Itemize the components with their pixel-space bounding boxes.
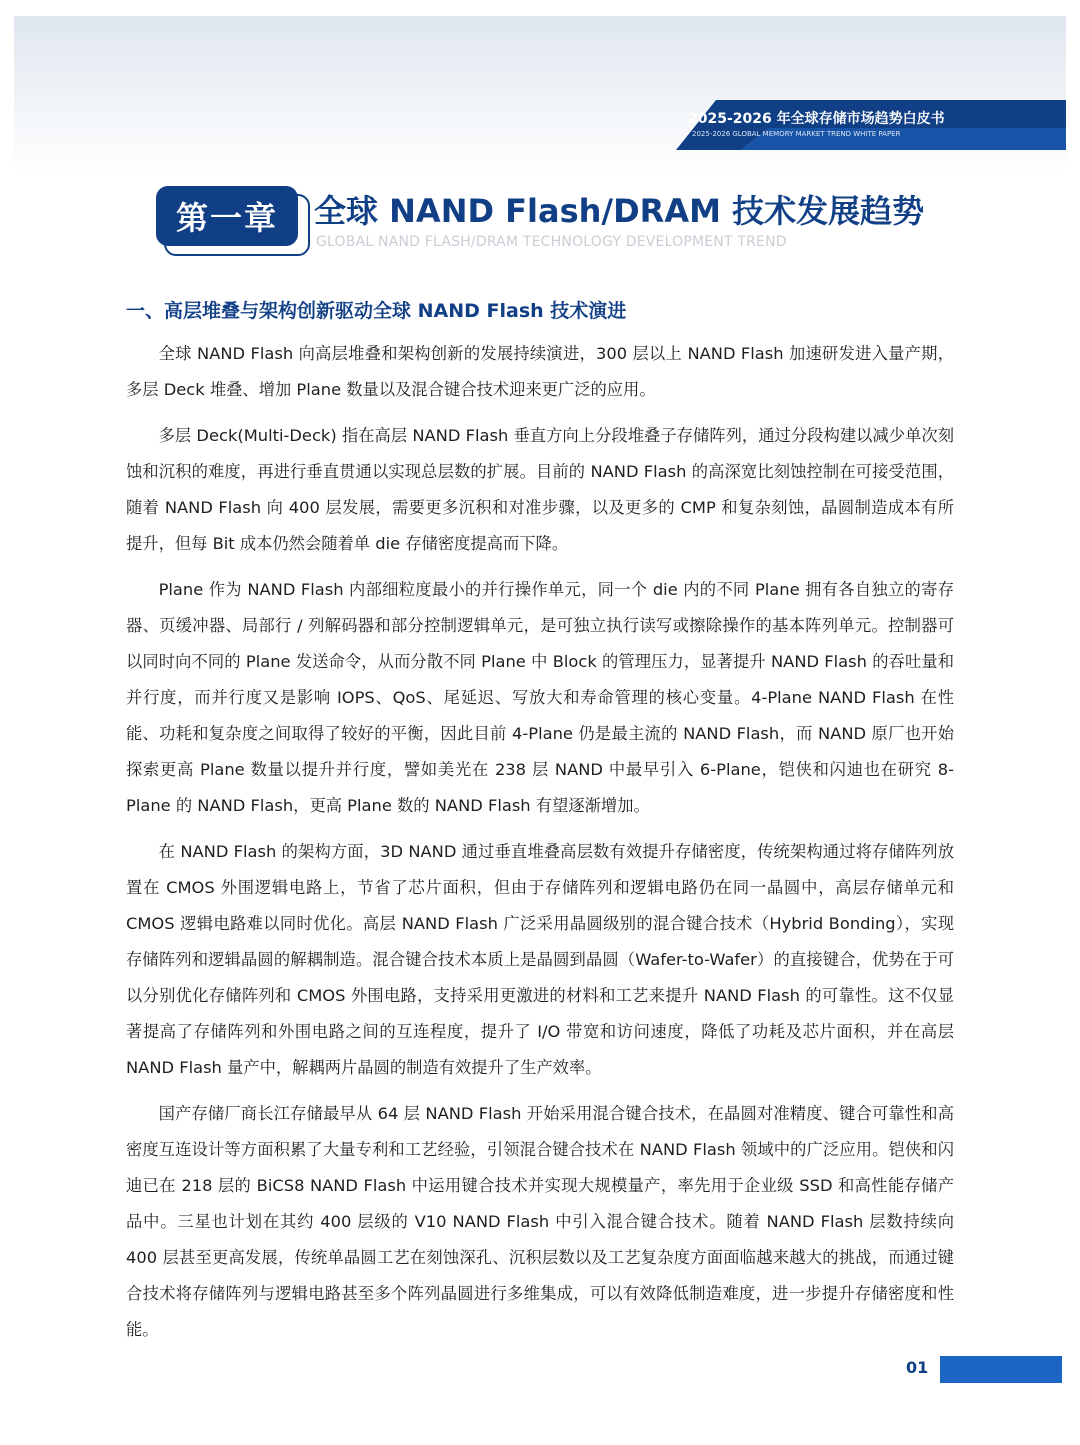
header-title: 2025-2026 年全球存储市场趋势白皮书	[688, 111, 945, 127]
paragraph: 在 NAND Flash 的架构方面，3D NAND 通过垂直堆叠高层数有效提升存储密度，传统架构通过将存储阵列放置在 CMOS 外围逻辑电路上，节省了芯片面积，但由于存储阵列和逻辑电路仍在同一晶圆中，高层存储单元和 CMOS 逻辑电路难以同时优化。高层 NAND Flash 广泛采用晶圆级别的混合键合技术（Hybrid Bonding），实现存储阵列和逻辑晶圆的解耦制造。混合键合技术本质上是晶圆到晶圆（Wafer-to-Wafer）的直接键合，优势在于可以分别优化存储阵列和 CMOS 外围电路，支持采用更激进的材料和工艺来提升 NAND Flash 的可靠性。这不仅显著提高了存储阵列和外围电路之间的互连程度，提升了 I/O 带宽和访问速度，降低了功耗及芯片面积，并在高层 NAND Flash 量产中，解耦两片晶圆的制造有效提升了生产效率。	[126, 842, 954, 1077]
chapter-subtitle: GLOBAL NAND FLASH/DRAM TECHNOLOGY DEVELOPMENT TREND	[316, 234, 787, 250]
section-heading: 一、高层堆叠与架构创新驱动全球 NAND Flash 技术演进	[126, 300, 627, 322]
paragraph: 多层 Deck(Multi-Deck) 指在高层 NAND Flash 垂直方向上分段堆叠子存储阵列，通过分段构建以减少单次刻蚀和沉积的难度，再进行垂直贯通以实现总层数的扩展。目前的 NAND Flash 的高深宽比刻蚀控制在可接受范围，随着 NAND Flash 向 400 层发展，需要更多沉积和对准步骤，以及更多的 CMP 和复杂刻蚀，晶圆制造成本有所提升，但每 Bit 成本仍然会随着单 die 存储密度提高而下降。	[126, 426, 954, 553]
paragraph: 全球 NAND Flash 向高层堆叠和架构创新的发展持续演进，300 层以上 NAND Flash 加速研发进入量产期，多层 Deck 堆叠、增加 Plane 数量以及混合键合技术迎来更广泛的应用。	[126, 344, 954, 399]
paragraph: 国产存储厂商长江存储最早从 64 层 NAND Flash 开始采用混合键合技术，在晶圆对准精度、键合可靠性和高密度互连设计等方面积累了大量专利和工艺经验，引领混合键合技术在 NAND Flash 领域中的广泛应用。铠侠和闪迪已在 218 层的 BiCS8 NAND Flash 中运用键合技术并实现大规模量产，率先用于企业级 SSD 和高性能存储产品中。三星也计划在其约 400 层级的 V10 NAND Flash 中引入混合键合技术。随着 NAND Flash 层数持续向 400 层甚至更高发展，传统单晶圆工艺在刻蚀深孔、沉积层数以及工艺复杂度方面面临越来越大的挑战，而通过键合技术将存储阵列与逻辑电路甚至多个阵列晶圆进行多维集成，可以有效降低制造难度，进一步提升存储密度和性能。	[126, 1104, 954, 1339]
footer-accent-bar	[940, 1356, 1062, 1383]
chapter-badge: 第一章	[156, 186, 298, 246]
body-text	[126, 336, 954, 1358]
header-gradient-band	[14, 16, 1066, 176]
page-number: 01	[906, 1358, 929, 1377]
chapter-title: 全球 NAND Flash/DRAM 技术发展趋势	[314, 192, 925, 230]
header-subtitle: 2025-2026 GLOBAL MEMORY MARKET TREND WHITE PAPER	[692, 130, 901, 138]
paragraph: Plane 作为 NAND Flash 内部细粒度最小的并行操作单元，同一个 die 内的不同 Plane 拥有各自独立的寄存器、页缓冲器、局部行 / 列解码器和部分控制逻辑单元，是可独立执行读写或擦除操作的基本阵列单元。控制器可以同时向不同的 Plane 发送命令，从而分散不同 Plane 中 Block 的管理压力，显著提升 NAND Flash 的吞吐量和并行度，而并行度又是影响 IOPS、QoS、尾延迟、写放大和寿命管理的核心变量。4-Plane NAND Flash 在性能、功耗和复杂度之间取得了较好的平衡，因此目前 4-Plane 仍是最主流的 NAND Flash，而 NAND 原厂也开始探索更高 Plane 数量以提升并行度，譬如美光在 238 层 NAND 中最早引入 6-Plane，铠侠和闪迪也在研究 8-Plane 的 NAND Flash，更高 Plane 数的 NAND Flash 有望逐渐增加。	[126, 580, 954, 815]
